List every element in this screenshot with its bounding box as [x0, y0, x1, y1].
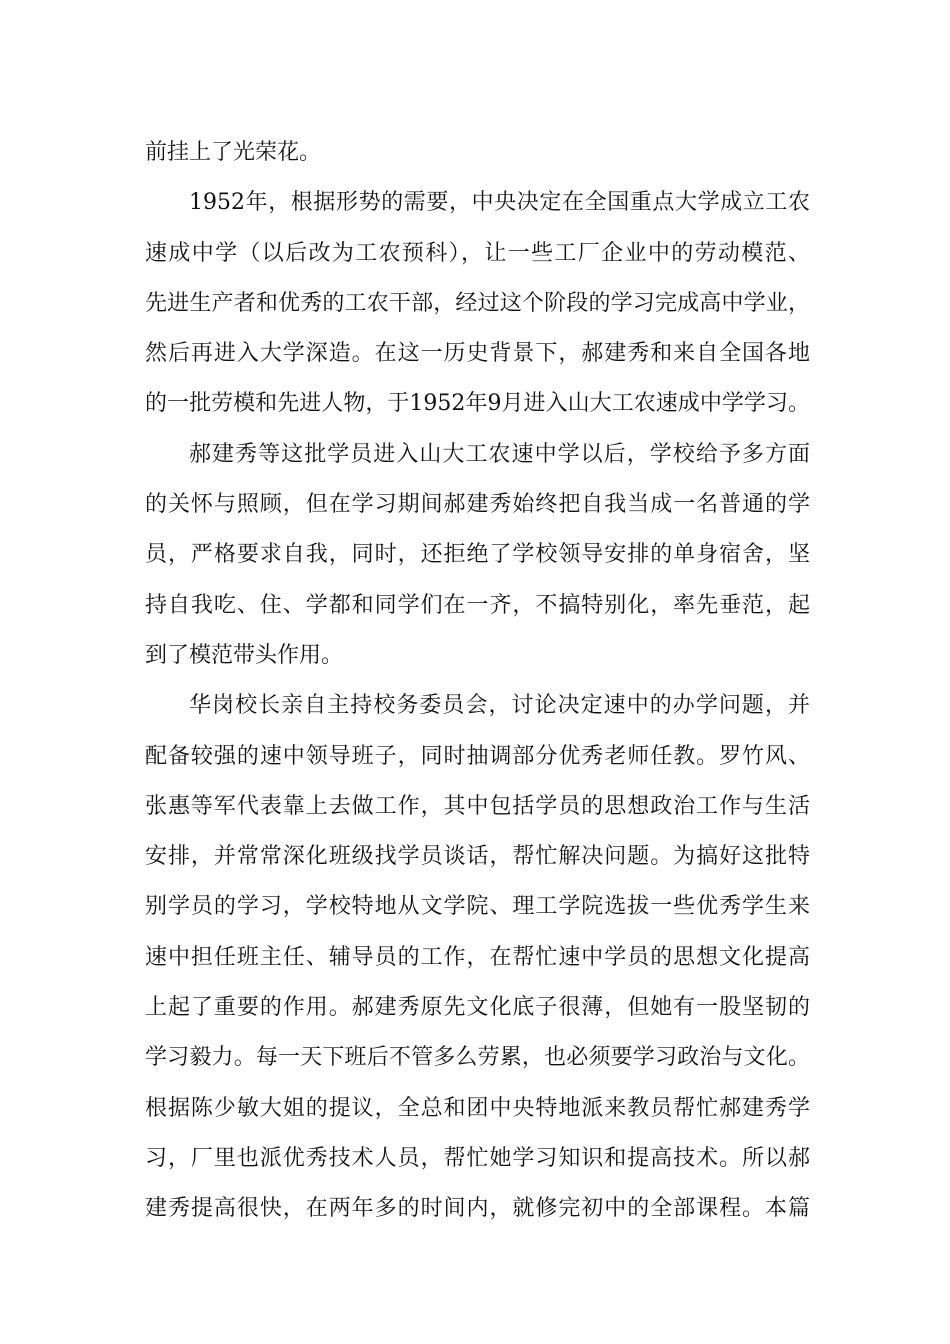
text-line: 持自我吃、住、学都和同学们在一齐，不搞特别化，率先垂范，起 — [145, 592, 810, 618]
text-line: 配备较强的速中领导班子，同时抽调部分优秀老师任教。罗竹风、 — [145, 743, 810, 769]
text-line: 速中担任班主任、辅导员的工作，在帮忙速中学员的思想文化提高 — [145, 944, 810, 970]
text-line: 郝建秀等这批学员进入山大工农速中学以后，学校给予多方面 — [189, 441, 810, 467]
text-line: 的一批劳模和先进人物，于1952年9月进入山大工农速成中学学习。 — [145, 391, 810, 417]
text-line: 别学员的学习，学校特地从文学院、理工学院选拔一些优秀学生来 — [145, 894, 810, 920]
text-line: 速成中学（以后改为工农预科），让一些工厂企业中的劳动模范、 — [145, 240, 810, 266]
text-line: 上起了重要的作用。郝建秀原先文化底子很薄，但她有一股坚韧的 — [145, 995, 810, 1021]
text-line: 建秀提高很快，在两年多的时间内，就修完初中的全部课程。本篇 — [145, 1196, 810, 1222]
text-line: 然后再进入大学深造。在这一历史背景下，郝建秀和来自全国各地 — [145, 341, 810, 367]
text-line: 1952年，根据形势的需要，中央决定在全国重点大学成立工农 — [189, 190, 810, 216]
document-body-text — [145, 128, 810, 1235]
text-line: 习，厂里也派优秀技术人员，帮忙她学习知识和提高技术。所以郝 — [145, 1145, 810, 1171]
text-line: 根据陈少敏大姐的提议，全总和团中央特地派来教员帮忙郝建秀学 — [145, 1095, 810, 1121]
text-line: 的关怀与照顾，但在学习期间郝建秀始终把自我当成一名普通的学 — [145, 492, 810, 518]
text-line: 华岗校长亲自主持校务委员会，讨论决定速中的办学问题，并 — [189, 693, 810, 719]
text-line: 张惠等军代表靠上去做工作，其中包括学员的思想政治工作与生活 — [145, 793, 810, 819]
text-line: 先进生产者和优秀的工农干部，经过这个阶段的学习完成高中学业， — [145, 290, 810, 316]
text-line: 学习毅力。每一天下班后不管多么劳累，也必须要学习政治与文化。 — [145, 1045, 810, 1071]
text-line: 安排，并常常深化班级找学员谈话，帮忙解决问题。为搞好这批特 — [145, 844, 810, 870]
text-line: 前挂上了光荣花。 — [145, 140, 322, 165]
text-line: 员，严格要求自我，同时，还拒绝了学校领导安排的单身宿舍，坚 — [145, 542, 810, 568]
text-line: 到了模范带头作用。 — [145, 642, 344, 668]
